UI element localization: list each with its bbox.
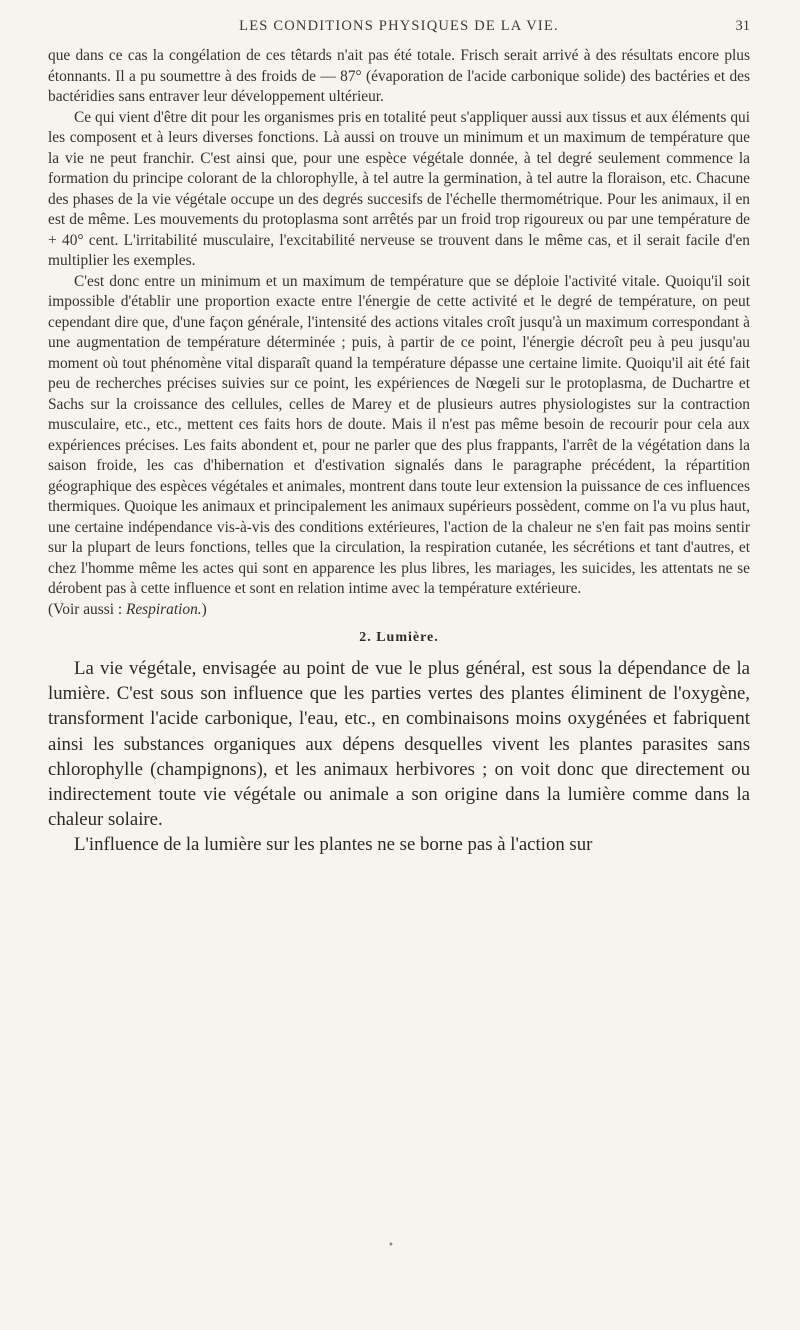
paragraph: L'influence de la lumière sur les plantes ne se borne pas à l'action sur [74,834,593,856]
see-also-prefix: (Voir aussi : [48,600,126,618]
large-print-section [48,656,750,858]
footer-mark: • [388,1240,394,1251]
see-also-note [48,600,750,621]
see-also-suffix: ) [201,600,207,618]
running-head: LES CONDITIONS PHYSIQUES DE LA VIE. [239,18,559,34]
paragraph: Ce qui vient d'être dit pour les organismes pris en totalité peut s'appliquer aussi aux tissus et aux éléments qui les composent et à leurs diverses fonctions. Là aussi on trouve un minimum et un maximum de température que la vie ne peut franchir. C'est ainsi que, pour une espèce végétale donnée, à tel degré seulement commence la formation du principe colorant de la chlorophylle, à tel autre la germination, à tel autre la floraison, etc. Chacune des phases de la vie végétale occupe un des degrés succesifs de l'échelle thermométrique. Pour les animaux, il en est de même. Les mouvements du protoplasma sont arrêtés par un froid trop rigoureux ou par une température de + 40° cent. L'irritabilité musculaire, l'excitabilité nerveuse se trouvent dans le même cas, et il serait facile d'en multiplier les exemples. [48,108,750,269]
paragraph-continuation: que dans ce cas la congélation de ces têtards n'ait pas été totale. Frisch serait arrivé à des résultats encore plus étonnants. Il a pu soumettre à des froids de — 87° (évaporation de l'acide carbonique solide) des bactéries et des bactéridies sans entraver leur développement ultérieur. [48,47,750,105]
page-body [48,46,750,858]
see-also-reference: Respiration. [125,600,202,618]
section-title: 2. Lumière. [359,630,439,645]
small-print-section [48,46,750,620]
page-number: 31 [735,18,750,34]
page-header [48,18,750,40]
paragraph: La vie végétale, envisagée au point de vue le plus général, est sous la dépendance de la lumière. C'est sous son influence que les parties vertes des plantes éliminent de l'oxygène, transforment l'acide carbonique, l'eau, etc., en combinaisons moins oxygénées et fabriquent ainsi les substances organiques aux dépens desquelles vivent les plantes parasites sans chlorophylle (champignons), et les animaux herbivores ; on voit donc que directement ou indirectement toute vie végétale ou animale a son origine dans la lumière comme dans la chaleur solaire. [48,658,750,831]
paragraph: C'est donc entre un minimum et un maximum de température que se déploie l'activité vitale. Quoiqu'il soit impossible d'établir une proportion exacte entre l'énergie de cette activité et le degré de température, on peut cependant dire que, d'une façon générale, l'intensité des actions vitales croît jusqu'à un maximum correspondant à une augmentation de température déterminée ; puis, à partir de ce point, l'énergie décroît peu à peu jusqu'au moment où tout phénomène vital disparaît quand la température dépasse une certaine limite. Quoiqu'il ait été fait peu de recherches précises suivies sur ce point, les expériences de Nœgeli sur le protoplasma, de Duchartre et Sachs sur la croissance des cellules, celles de Marey et de plusieurs autres physiologistes sur la contraction musculaire, etc., etc., mettent ces faits hors de doute. Mais il n'est pas même besoin de recourir pour cela aux expériences précises. Les faits abondent et, pour ne parler que des plus frappants, l'arrêt de la végétation dans la saison froide, les cas d'hibernation et d'estivation signalés dans le paragraphe précédent, la répartition géographique des espèces végétales et animales, montrent dans toute leur extension la puissance de ces influences thermiques. Quoique les animaux et principalement les animaux supérieurs possèdent, comme on l'a vu plus haut, une certaine indépendance vis-à-vis des conditions extérieures, l'action de la chaleur ne s'en fait pas moins sentir sur la plupart de leurs fonctions, telles que la circulation, la respiration cutanée, les sécrétions et tant d'autres, et chez l'homme même les actes qui sont en apparence les plus libres, les mariages, les suicides, les attentats ne se dérobent pas à cette influence et sont en relation intime avec la température extérieure. [48,272,750,597]
